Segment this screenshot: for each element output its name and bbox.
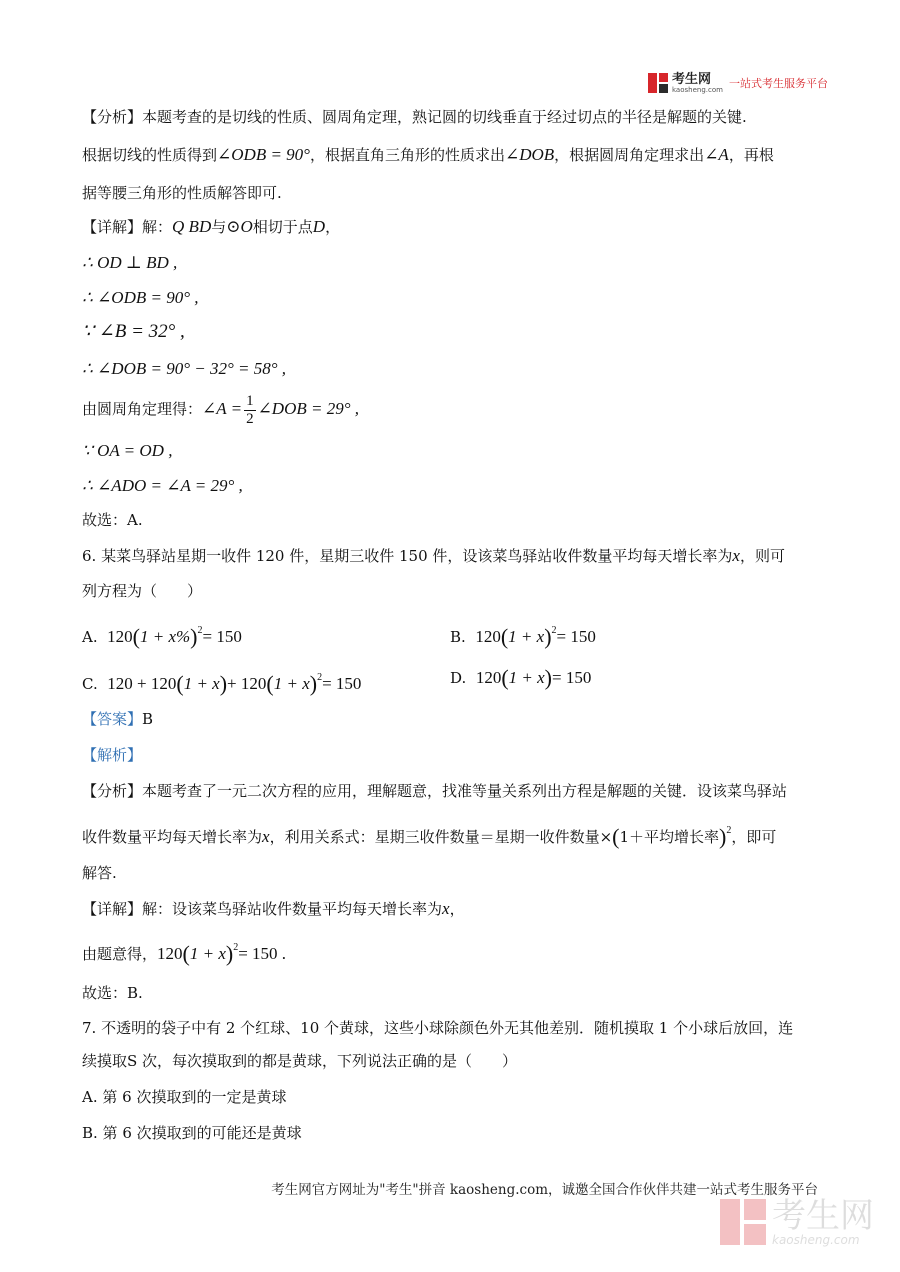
q6-option-c: C. $120 + 120(1 + x)+ 120(1 + x)^2= 150$ (82, 671, 362, 696)
watermark-logo-icon (720, 1199, 766, 1245)
watermark-site: kaosheng.com (772, 1233, 860, 1247)
logo-name: 考生网 (672, 71, 712, 87)
answer-tag: 【答案】 (82, 710, 143, 728)
logo-site: kaosheng.com (672, 85, 723, 94)
q5-detail-line1: 【详解】解：Q BD与⊙O相切于点D， (82, 217, 341, 236)
q6-option-d: D. 120(1 + x)= 150 (450, 665, 592, 690)
q6-stem-line2: 列方程为（ ） (82, 582, 203, 600)
q7-option-a: A. 第 6 次摸取到的一定是黄球 (82, 1088, 287, 1106)
q6-explain-tag: 【解析】 (82, 746, 143, 764)
detail-tag: 【详解】 (82, 218, 143, 236)
watermark-name: 考生网 (772, 1196, 874, 1236)
watermark (720, 1198, 874, 1246)
header-slogan: 一站式考生服务平台 (728, 77, 828, 90)
q5-step2: ∴ ∠ODB = 90° , (82, 288, 199, 307)
q5-step6: ∵ OA = OD , (82, 441, 173, 460)
q5-analysis-line2: 根据切线的性质得到∠ODB = 90°，根据直角三角形的性质求出∠DOB，根据圆周角定理求出∠A，再根 (82, 145, 774, 164)
kaosheng-logo-icon (648, 73, 668, 93)
q6-detail-line2: 由题意得，$120(1 + x)^2= 150$ . (82, 941, 287, 966)
q5-step5: 由圆周角定理得：∠A = $\frac{1}{2}$ ∠DOB = 29° , (82, 392, 360, 427)
q5-step4: ∴ ∠DOB = 90° − 32° = 58° , (82, 359, 287, 378)
fraction-half: $\frac{1}{2}$ (246, 392, 254, 427)
q6-answer: 【答案】B (82, 710, 154, 728)
q6-detail-line1: 【详解】解：设该菜鸟驿站收件数量平均每天增长率为x， (82, 899, 465, 918)
q6-stem-line1: 6. 某菜鸟驿站星期一收件 120 件，星期三收件 150 件，设该菜鸟驿站收件数量平均每天增长率为x，则可 (82, 546, 785, 565)
q5-step1: ∴ OD ⊥ BD , (82, 253, 178, 272)
q5-analysis-line1: 【分析】本题考查的是切线的性质、圆周角定理，熟记圆的切线垂直于经过切点的半径是解题的关键. (82, 108, 747, 126)
analysis-tag: 【分析】 (82, 108, 143, 126)
q7-option-b: B. 第 6 次摸取到的可能还是黄球 (82, 1124, 302, 1142)
q7-stem-line2: 续摸取S 次，每次摸取到的都是黄球，下列说法正确的是（ ） (82, 1052, 518, 1070)
q6-option-b: B. $120(1 + x)^2= 150$ (450, 624, 596, 649)
q6-analysis-line2: 收件数量平均每天增长率为x，利用关系式：星期三收件数量＝星期一收件数量×(1＋平均增长率)$^2$，即可 (82, 824, 777, 849)
q5-analysis-line3: 据等腰三角形的性质解答即可. (82, 184, 282, 202)
q6-conclusion: 故选：B. (82, 984, 143, 1002)
header-logo (648, 70, 828, 96)
q6-option-a: A. $120(1 + x\%)^2= 150$ (82, 624, 242, 649)
q6-analysis-line1: 【分析】本题考查了一元二次方程的应用，理解题意，找准等量关系列出方程是解题的关键．设该菜鸟驿站 (82, 782, 788, 800)
q7-stem-line1: 7. 不透明的袋子中有 2 个红球、10 个黄球，这些小球除颜色外无其他差别．随机摸取 1 个小球后放回，连 (82, 1019, 794, 1037)
q5-conclusion: 故选：A. (82, 511, 143, 529)
q6-analysis-line3: 解答. (82, 864, 117, 882)
footer-text: 考生网官方网址为"考生"拼音 kaosheng.com，诚邀全国合作伙伴共建一站式考生服务平台 (271, 1182, 818, 1198)
q5-step7: ∴ ∠ADO = ∠A = 29° , (82, 476, 243, 495)
q5-step3: ∵ ∠B = 32° , (82, 321, 185, 342)
